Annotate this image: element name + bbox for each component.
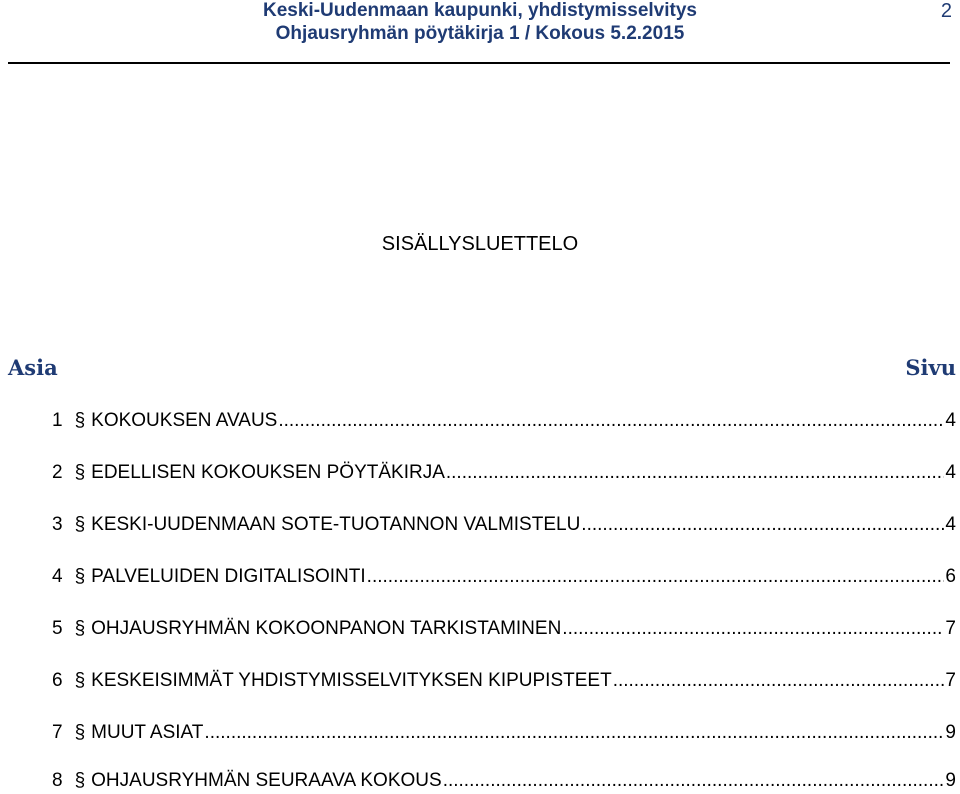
header-subtitle: Ohjausryhmän pöytäkirja 1 / Kokous 5.2.2015: [275, 23, 685, 44]
toc-entry-number: 2: [52, 462, 63, 483]
section-sign: §: [74, 514, 86, 535]
section-sign: §: [74, 618, 86, 639]
dot-leader: [278, 410, 944, 432]
toc-entry-title: KOKOUKSEN AVAUS: [91, 410, 278, 431]
section-sign: §: [74, 566, 86, 587]
toc-entry-title: OHJAUSRYHMÄN SEURAAVA KOKOUS: [91, 770, 442, 791]
dot-leader: [204, 722, 944, 744]
section-sign: §: [74, 462, 86, 483]
dot-leader: [613, 670, 945, 692]
dot-leader: [446, 462, 945, 484]
header-title: Keski-Uudenmaan kaupunki, yhdistymisselvitys: [263, 0, 697, 21]
toc-entry-title: PALVELUIDEN DIGITALISOINTI: [91, 566, 366, 587]
toc-entry-page: 9: [945, 770, 956, 791]
toc-entry-page: 4: [945, 514, 956, 535]
section-sign: §: [74, 670, 86, 691]
section-sign: §: [74, 410, 86, 431]
section-sign: §: [74, 770, 86, 791]
toc-entry-page: 6: [945, 566, 956, 587]
toc-column-heading-page: Sivu: [905, 355, 956, 380]
toc-entry-page: 9: [945, 722, 956, 743]
toc-entry-number: 1: [52, 410, 63, 431]
toc-entry[interactable]: [52, 770, 956, 794]
toc-entry-page: 4: [945, 410, 956, 431]
dot-leader: [562, 618, 944, 640]
page-number: 2: [940, 0, 952, 22]
toc-entry-title: OHJAUSRYHMÄN KOKOONPANON TARKISTAMINEN: [91, 618, 562, 639]
toc-entry-number: 4: [52, 566, 63, 587]
toc-entry[interactable]: [52, 670, 956, 694]
dot-leader: [581, 514, 944, 536]
toc-entry[interactable]: [52, 462, 956, 486]
toc-entry-number: 5: [52, 618, 63, 639]
dot-leader: [443, 770, 945, 792]
toc-entry-number: 7: [52, 722, 63, 743]
toc-entry[interactable]: [52, 722, 956, 746]
toc-entry-page: 7: [945, 670, 956, 691]
toc-entry-title: EDELLISEN KOKOUKSEN PÖYTÄKIRJA: [91, 462, 445, 483]
toc-entry[interactable]: [52, 514, 956, 538]
section-sign: §: [74, 722, 86, 743]
toc-entry-title: MUUT ASIAT: [91, 722, 204, 743]
toc-entry-title: KESKEISIMMÄT YHDISTYMISSELVITYKSEN KIPUPISTEET: [91, 670, 612, 691]
toc-column-heading-item: Asia: [8, 355, 58, 380]
toc-title: SISÄLLYSLUETTELO: [381, 233, 579, 255]
page-header: [0, 0, 960, 66]
toc-entry[interactable]: [52, 618, 956, 642]
toc-entry-title: KESKI-UUDENMAAN SOTE-TUOTANNON VALMISTELU: [91, 514, 581, 535]
toc-entry[interactable]: [52, 566, 956, 590]
header-divider: [8, 62, 950, 64]
toc-entry-number: 3: [52, 514, 63, 535]
toc-entry-number: 8: [52, 770, 63, 791]
toc-entry-page: 7: [945, 618, 956, 639]
dot-leader: [367, 566, 945, 588]
toc-entry-page: 4: [945, 462, 956, 483]
toc-entry[interactable]: [52, 410, 956, 434]
toc-entry-number: 6: [52, 670, 63, 691]
